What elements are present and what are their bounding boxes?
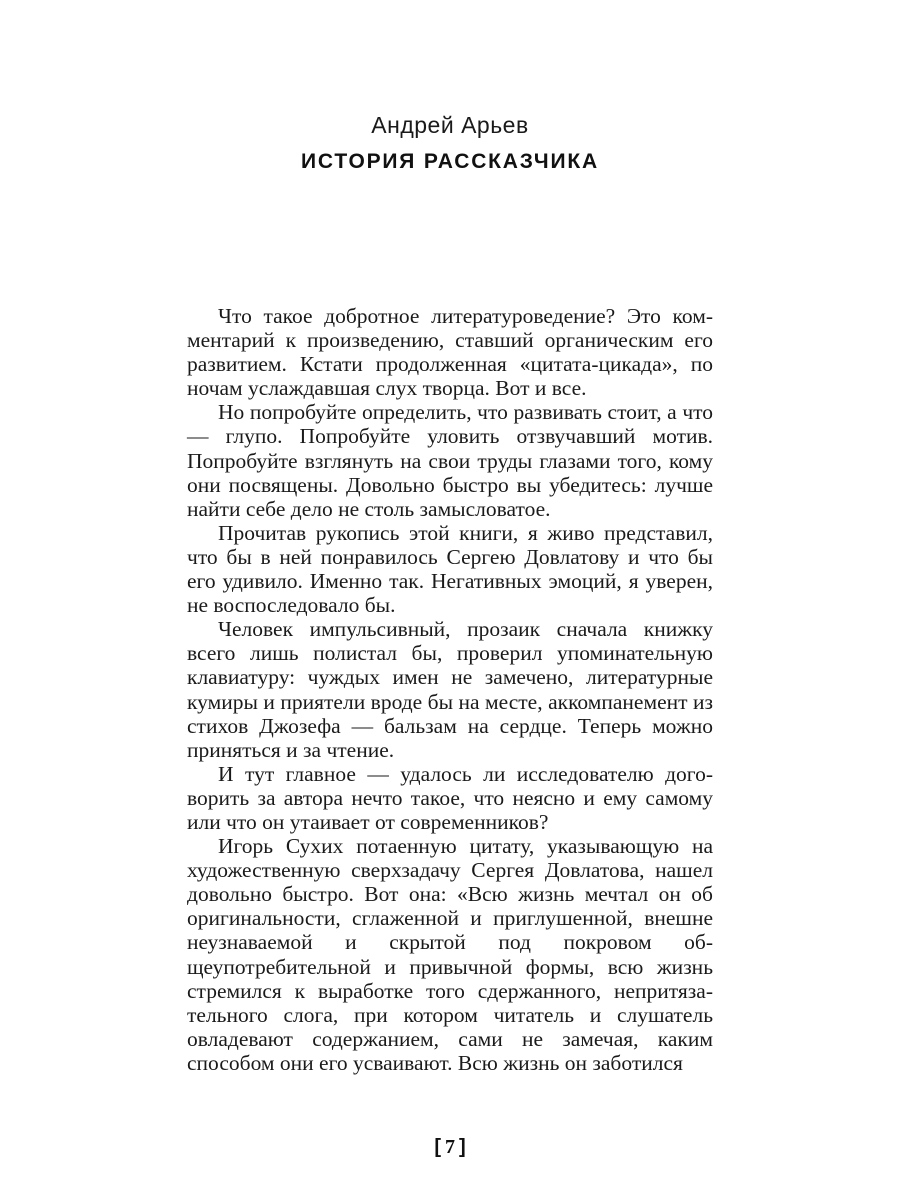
paragraph: И тут главное — удалось ли исследователю договорить за автора нечто такое, что неясно и ему самому или что он утаивает от современников? — [187, 761, 713, 834]
body-text — [187, 304, 713, 1075]
paragraph: Прочитав рукопись этой книги, я живо представил, что бы в ней понравилось Сергею Довлатову и что бы его удивило. Именно так. Негативных эмоций, я уверен, не воспоследовало бы. — [187, 520, 713, 618]
paragraph: Но попробуйте определить, что развивать стоит, а что — глупо. Попробуйте уловить отзвучавший мотив. Попробуйте взглянуть на свои труды глазами того, кому они посвящены. Довольно быстро вы убедитесь: лучше найти себе дело не столь замысловатое. — [187, 400, 713, 521]
page-number-value: 7 — [445, 1136, 455, 1158]
page-number-bracket-right: ] — [459, 1136, 466, 1158]
paragraph: Игорь Сухих потаенную цитату, указывающую на художественную сверхзадачу Сергея Довлатова, нашел довольно быстро. Вот она: «Всю жизнь мечтал он об оригинальности, сглаженной и приглушенной, внешне неузнаваемой и скрытой под покровом общеупотребительной и привычной формы, всю жизнь стремился к выработке того сдержанного, непритязательного слога, при котором читатель и слушатель овладевают содержанием, сами не замечая, каким способом они его усваивают. Всю жизнь он заботился — [187, 834, 713, 1075]
chapter-title: ИСТОРИЯ РАССКАЗЧИКА — [301, 150, 599, 173]
page-number — [0, 1136, 900, 1159]
paragraph: Человек импульсивный, прозаик сначала книжку всего лишь полистал бы, проверил упоминательную клавиатуру: чуждых имен не замечено, литературные кумиры и приятели вроде бы на месте, аккомпанемент из стихов Джозефа — бальзам на сердце. Теперь можно приняться и за чтение. — [187, 617, 713, 762]
paragraph: Что такое добротное литературоведение? Это комментарий к произведению, ставший органическим его развитием. Кстати продолженная «цитата-цикада», по ночам услаждавшая слух творца. Вот и все. — [187, 304, 713, 401]
author-name: Андрей Арьев — [371, 112, 529, 138]
page-number-bracket-left: [ — [434, 1136, 441, 1158]
